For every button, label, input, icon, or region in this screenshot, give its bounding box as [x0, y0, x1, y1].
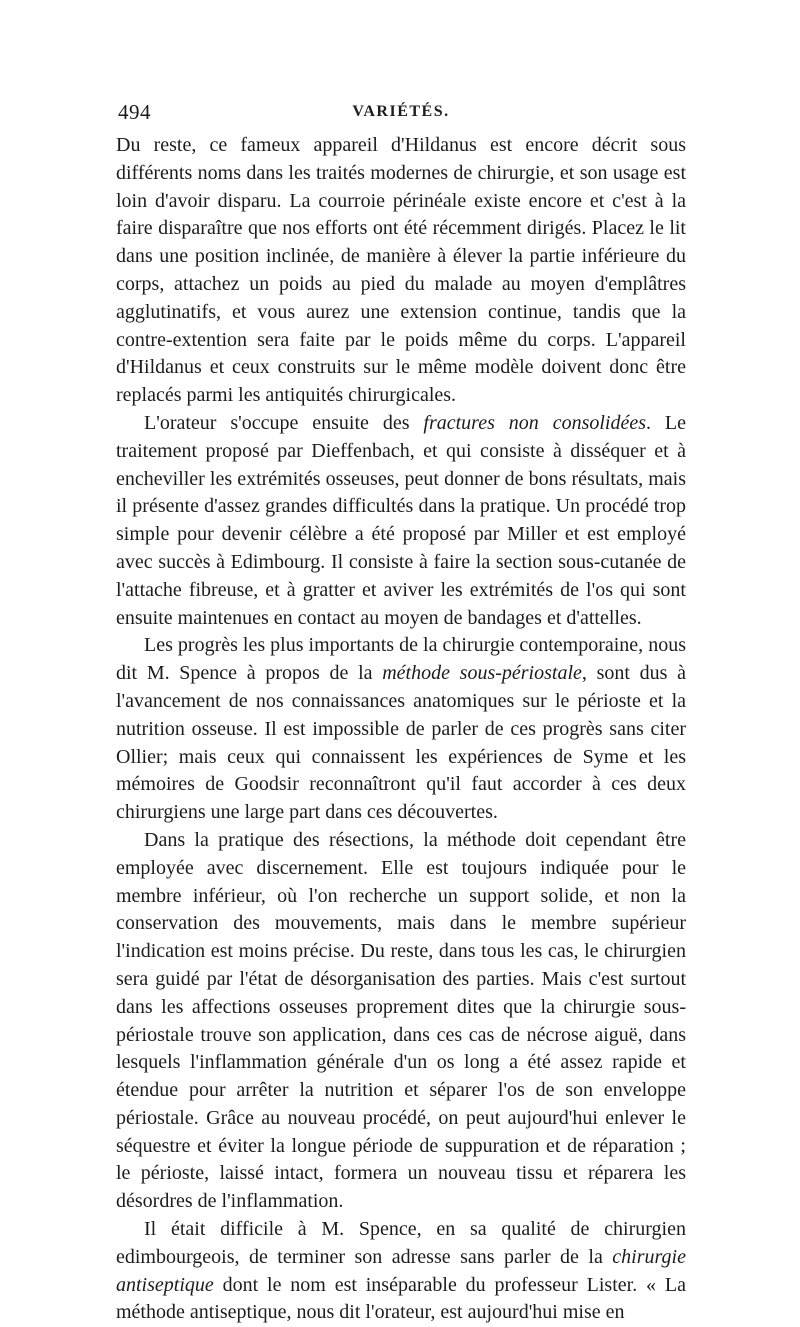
body-text	[116, 132, 686, 1327]
paragraph-3: Les progrès les plus importants de la chirurgie contemporaine, nous dit M. Spence à propos de la méthode sous-périostale, sont dus à l'avancement de nos connaissances anatomiques sur le périoste et la nutrition osseuse. Il est impossible de parler de ces progrès sans citer Ollier; mais ceux qui connaissent les expériences de Syme et les mémoires de Goodsir reconnaîtront qu'il faut accorder à ces deux chirurgiens une large part dans ces découvertes.	[116, 634, 686, 824]
italic-term-fractures: fractures non consolidées	[423, 411, 646, 434]
paragraph-1: Du reste, ce fameux appareil d'Hildanus est encore décrit sous différents noms dans les traités modernes de chirurgie, et son usage est loin d'avoir disparu. La courroie périnéale existe encore et c'est à la faire disparaître que nos efforts ont été récemment dirigés. Placez le lit dans une position inclinée, de manière à élever la partie inférieure du corps, attachez un poids au pied du malade au moyen d'emplâtres agglutinatifs, et vous aurez une extension continue, tandis que la contre-extention sera faite par le poids même du corps. L'appareil d'Hildanus et ceux construits sur le même modèle doivent donc être replacés parmi les antiquités chirurgicales.	[116, 134, 686, 407]
italic-term-methode: méthode sous-périostale	[382, 662, 582, 685]
italic-term-chirurgie: chirurgie antiseptique	[116, 1245, 686, 1296]
page-number: 494	[118, 100, 151, 124]
page-header	[116, 100, 686, 130]
running-head: VARIÉTÉS.	[352, 103, 450, 120]
paragraph-4: Dans la pratique des résections, la méthode doit cependant être employée avec discernement. Elle est toujours indiquée pour le membre inférieur, où l'on recherche un support solide, et non la conservation des mouvements, mais dans le membre supérieur l'indication est moins précise. Du reste, dans tous les cas, le chirurgien sera guidé par l'état de désorganisation des parties. Mais c'est surtout dans les affections osseuses proprement dites que la chirurgie sous-périostale trouve son application, dans ces cas de nécrose aiguë, dans lesquels l'inflammation générale d'un os long a été assez rapide et étendue pour arrêter la nutrition et séparer l'os de son enveloppe périostale. Grâce au nouveau procédé, on peut aujourd'hui enlever le séquestre et éviter la longue période de suppuration et de réparation ; le périoste, laissé intact, formera un nouveau tissu et réparera les désordres de l'inflammation.	[116, 828, 686, 1213]
paragraph-2: L'orateur s'occupe ensuite des fractures non consolidées. Le traitement proposé par Dieffenbach, et qui consiste à disséquer et à encheviller les extrémités osseuses, peut donner de bons résultats, mais il présente d'assez grandes difficultés dans la pratique. Un procédé trop simple pour devenir célèbre a été proposé par Miller et est employé avec succès à Edimbourg. Il consiste à faire la section sous-cutanée de l'attache fibreuse, et à gratter et aviver les extrémités de l'os qui sont ensuite maintenues en contact au moyen de bandages et d'attelles.	[116, 411, 686, 629]
paragraph-5: Il était difficile à M. Spence, en sa qualité de chirurgien edimbourgeois, de terminer son adresse sans parler de la chirurgie antiseptique dont le nom est inséparable du professeur Lister. « La méthode antiseptique, nous dit l'orateur, est aujourd'hui mise en	[116, 1218, 686, 1324]
